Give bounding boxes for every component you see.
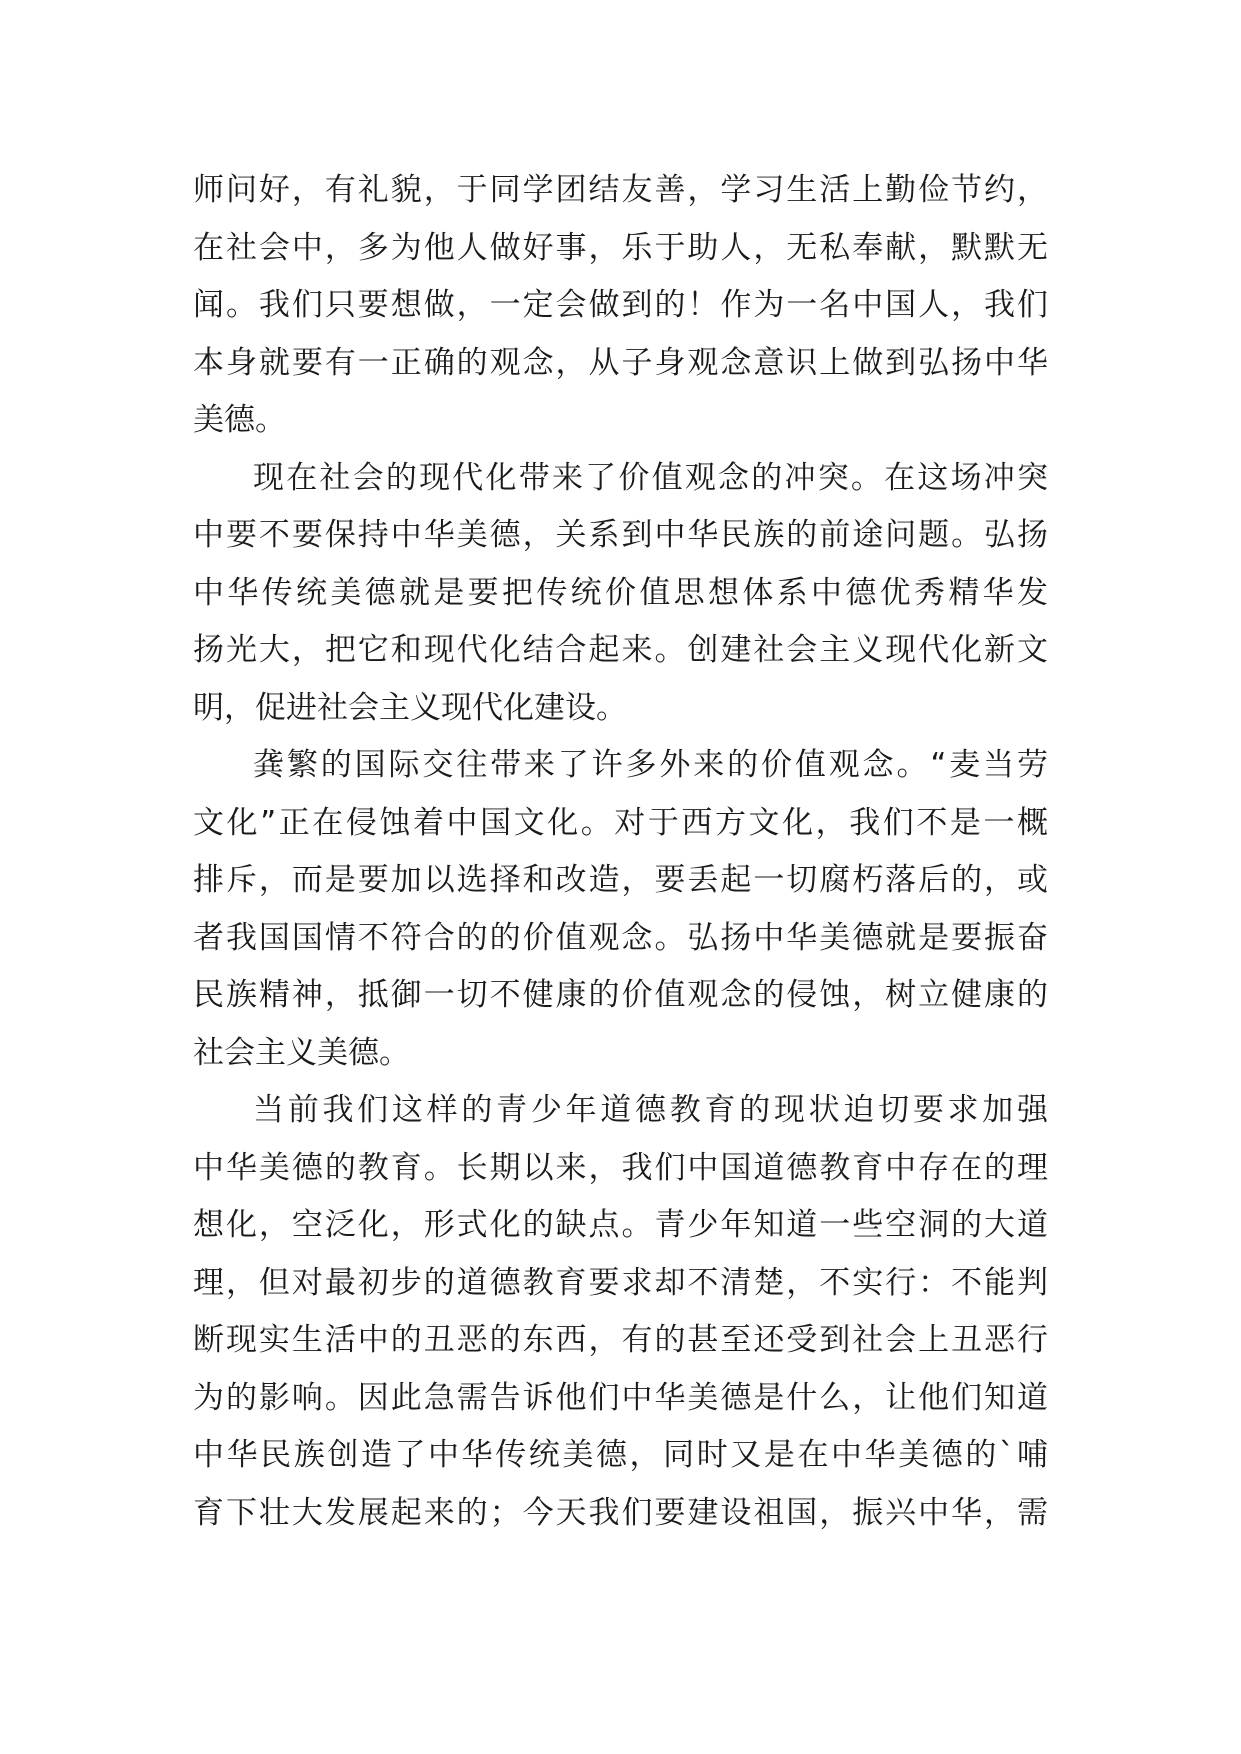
text-line: 社会主义美德。: [193, 1034, 410, 1071]
text-line: 为的影响。因此急需告诉他们中华美德是什么，让他们知道: [193, 1379, 1048, 1416]
text-line: 民族精神，抵御一切不健康的价值观念的侵蚀，树立健康的: [193, 977, 1048, 1013]
text-line: 理，但对最初步的道德教育要求却不清楚，不实行：不能判: [193, 1264, 1048, 1301]
text-line: 想化，空泛化，形式化的缺点。青少年知道一些空洞的大道: [193, 1207, 1048, 1243]
text-line: 美德。: [193, 402, 286, 438]
text-line: 中华民族创造了中华传统美德，同时又是在中华美德的`哺: [193, 1437, 1048, 1473]
text-line: 扬光大，把它和现代化结合起来。创建社会主义现代化新文: [193, 632, 1048, 668]
text-line: 断现实生活中的丑恶的东西，有的甚至还受到社会上丑恶行: [193, 1322, 1048, 1358]
text-line: 育下壮大发展起来的；今天我们要建设祖国，振兴中华，需: [193, 1494, 1048, 1531]
text-line: 排斥，而是要加以选择和改造，要丢起一切腐朽落后的，或: [193, 862, 1048, 898]
text-line: 文化”正在侵蚀着中国文化。对于西方文化，我们不是一概: [193, 804, 1048, 841]
paragraph-first-line: 现在社会的现代化带来了价值观念的冲突。在这场冲突: [253, 459, 1048, 496]
text-line: 者我国国情不符合的的价值观念。弘扬中华美德就是要振奋: [193, 919, 1048, 956]
text-line: 闻。我们只要想做，一定会做到的！作为一名中国人，我们: [193, 287, 1048, 323]
text-line: 中华传统美德就是要把传统价值思想体系中德优秀精华发: [193, 574, 1048, 611]
text-line: 中华美德的教育。长期以来，我们中国道德教育中存在的理: [193, 1149, 1048, 1186]
paragraph-first-line: 当前我们这样的青少年道德教育的现状迫切要求加强: [253, 1092, 1048, 1128]
text-line: 在社会中，多为他人做好事，乐于助人，无私奉献，默默无: [193, 229, 1048, 266]
document-body: [193, 162, 1048, 1542]
text-line: 本身就要有一正确的观念，从子身观念意识上做到弘扬中华: [193, 344, 1048, 381]
paragraph-first-line: 龚繁的国际交往带来了许多外来的价值观念。“麦当劳: [253, 747, 1048, 783]
text-line: 中要不要保持中华美德，关系到中华民族的前途问题。弘扬: [193, 517, 1048, 553]
text-line: 明，促进社会主义现代化建设。: [193, 689, 627, 726]
text-line: 师问好，有礼貌，于同学团结友善，学习生活上勤俭节约，: [193, 172, 1048, 208]
